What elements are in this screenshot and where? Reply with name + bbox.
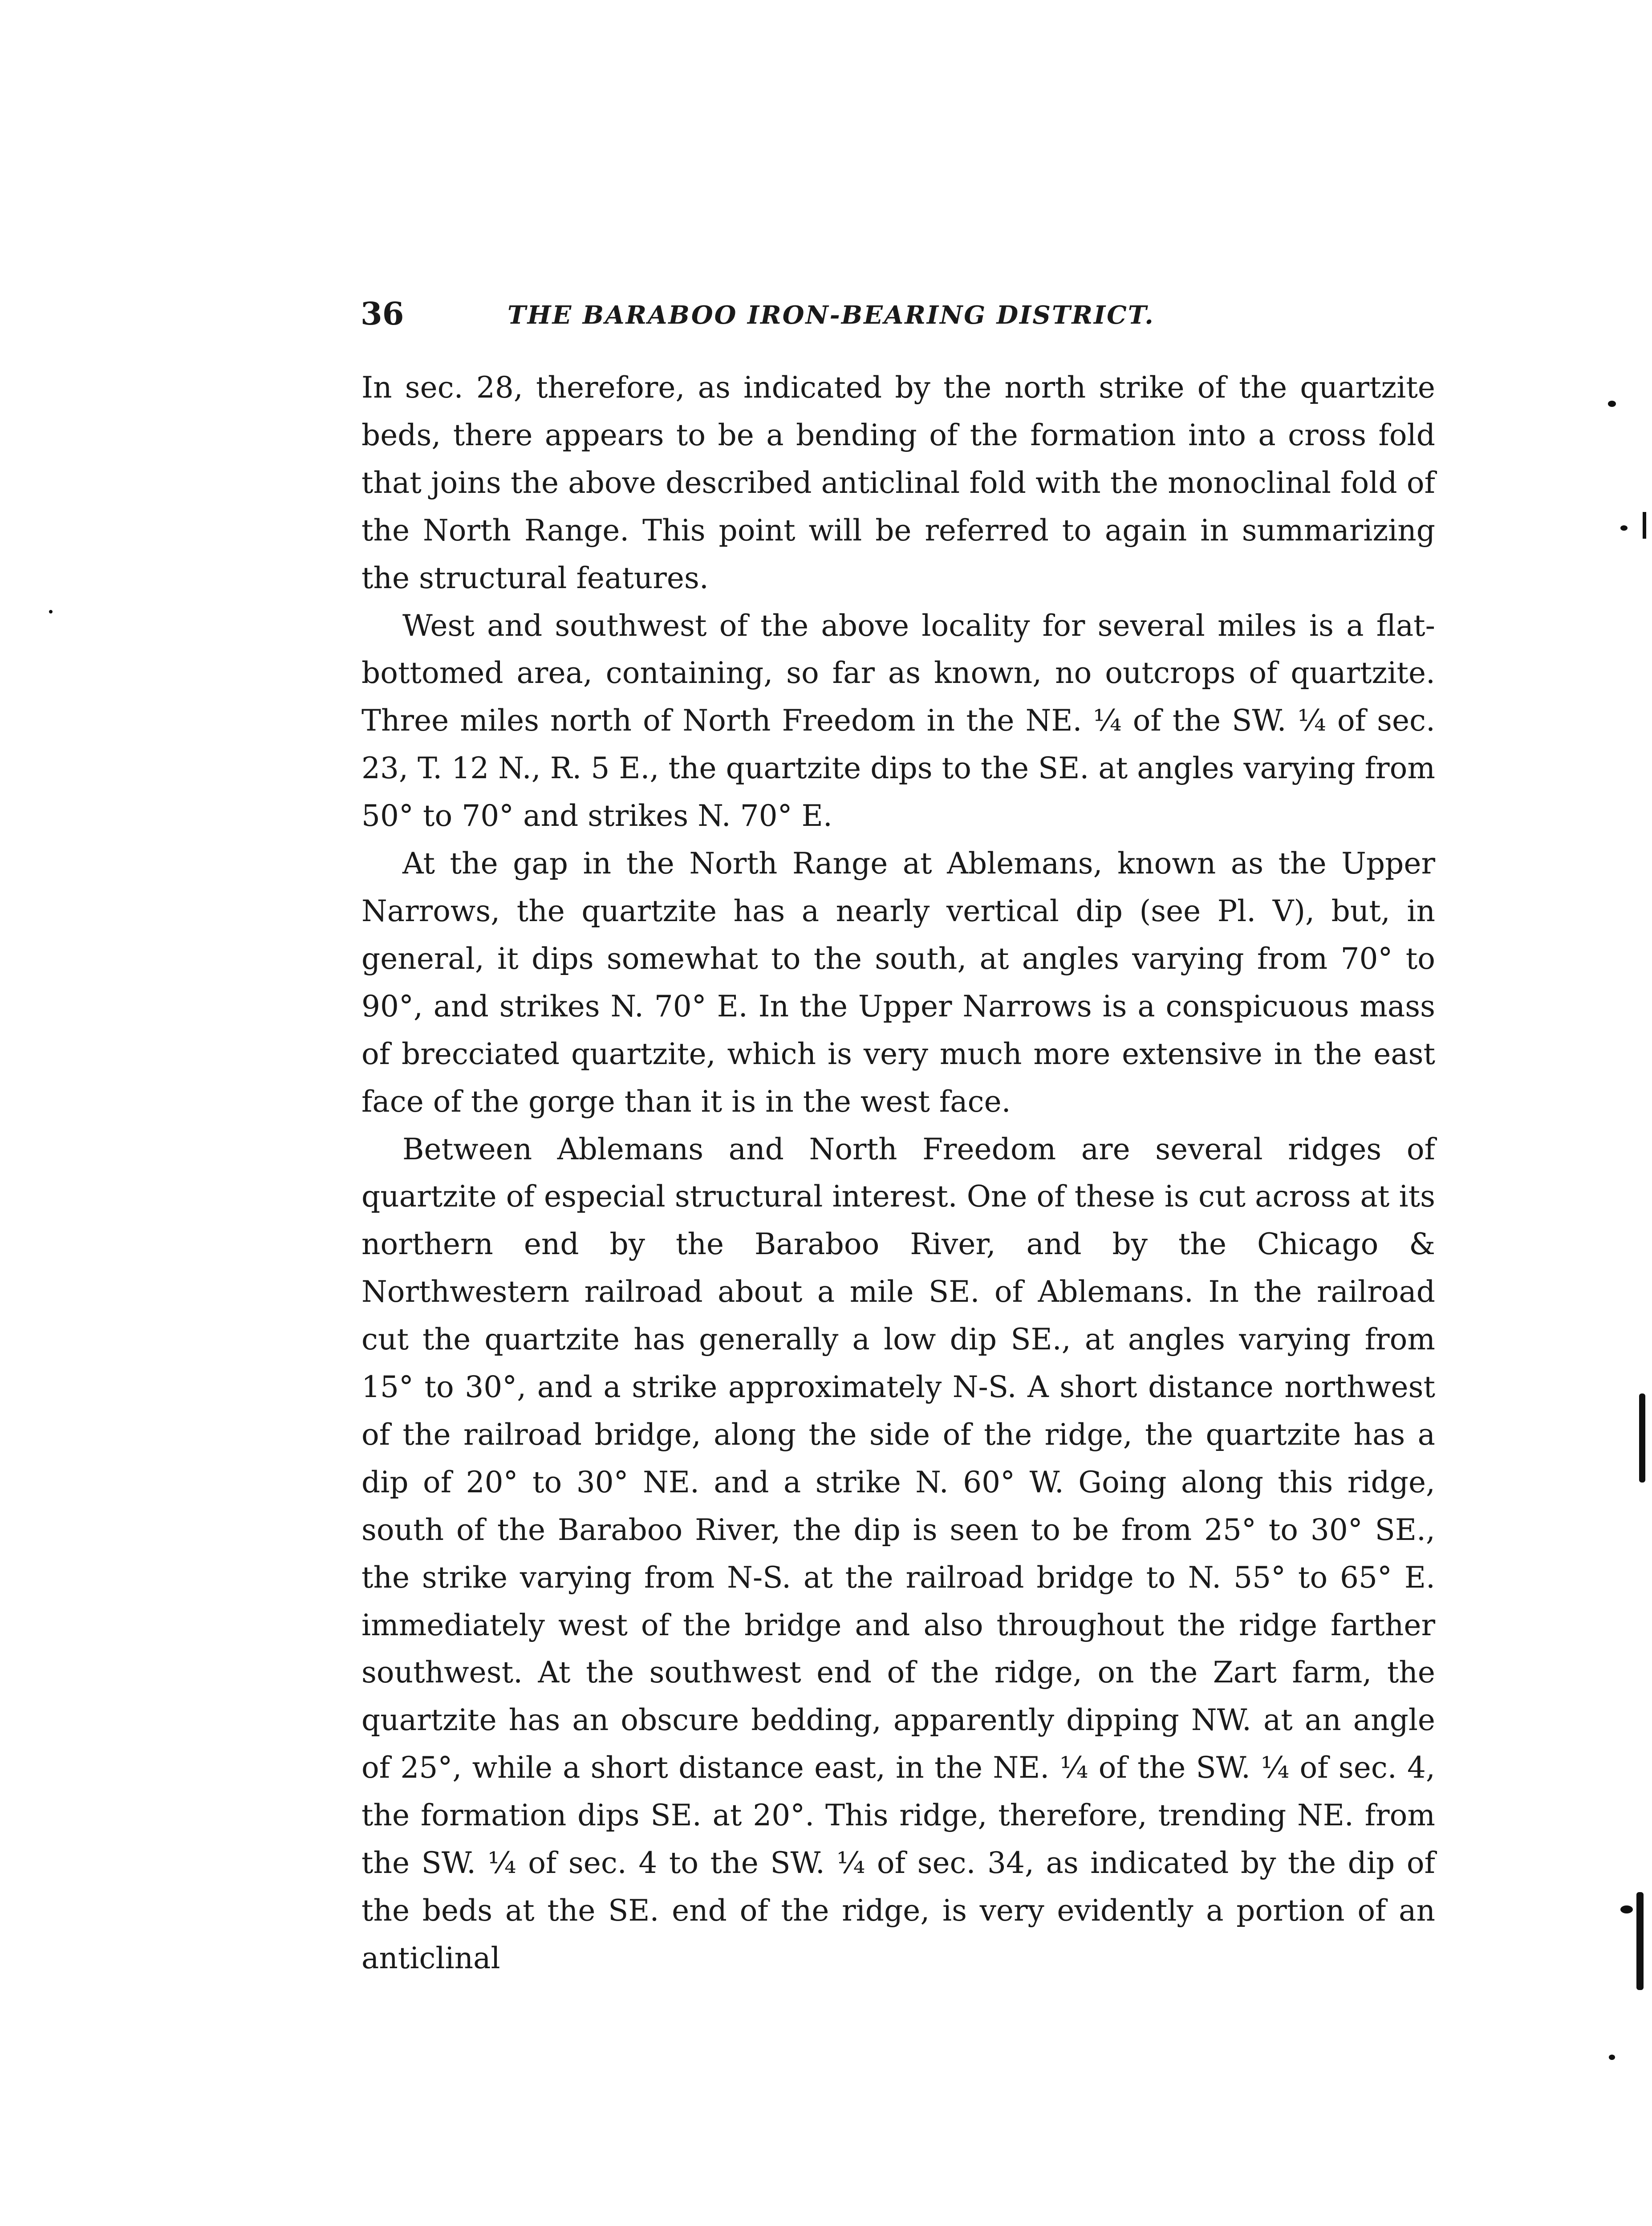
scan-speck — [1608, 401, 1616, 407]
paragraph-2: West and southwest of the above locality for several miles is a flat-bottomed area, containing, so far as known, no outcrops of quartzite. Three miles north of North Freedom in the NE. ¼ of the SW. ¼ of sec. 23, T. 12 N., R. 5 E., the quartzite dips to the SE. at angles varying from 50° to 70° and strikes N. 70° E. — [361, 608, 1435, 833]
scan-mark — [1636, 1892, 1644, 1990]
scan-speck — [1620, 525, 1628, 531]
page-number: 36 — [361, 295, 404, 332]
scan-mark — [1639, 1393, 1645, 1483]
scan-mark — [1620, 1905, 1633, 1913]
running-title: THE BARABOO IRON-BEARING DISTRICT. — [507, 301, 1155, 330]
paragraph-1: In sec. 28, therefore, as indicated by the north strike of the quartzite beds, there appears to be a bending of the formation into a cross fold that joins the above described anticlinal fold with the monoclinal fold of the North Range. This point will be referred to again in summarizing the structural features. — [361, 370, 1435, 595]
scan-speck — [1609, 2055, 1615, 2060]
scan-speck — [49, 610, 53, 613]
body-text — [361, 364, 1435, 1982]
page-header — [361, 289, 1255, 338]
scan-speck — [1643, 512, 1646, 539]
paragraph-3: At the gap in the North Range at Ablemans, known as the Upper Narrows, the quartzite has a nearly vertical dip (see Pl. V), but, in general, it dips somewhat to the south, at angles varying from 70° to 90°, and strikes N. 70° E. In the Upper Narrows is a conspicuous mass of brecciated quartzite, which is very much more extensive in the east face of the gorge than it is in the west face. — [361, 846, 1435, 1119]
paragraph-4: Between Ablemans and North Freedom are several ridges of quartzite of especial structural interest. One of these is cut across at its northern end by the Baraboo River, and by the Chicago & Northwestern railroad about a mile SE. of Ablemans. In the railroad cut the quartzite has generally a low dip SE., at angles varying from 15° to 30°, and a strike approximately N-S. A short distance northwest of the railroad bridge, along the side of the ridge, the quartzite has a dip of 20° to 30° NE. and a strike N. 60° W. Going along this ridge, south of the Baraboo River, the dip is seen to be from 25° to 30° SE., the strike varying from N-S. at the railroad bridge to N. 55° to 65° E. immediately west of the bridge and also throughout the ridge farther southwest. At the southwest end of the ridge, on the Zart farm, the quartzite has an obscure bedding, apparently dipping NW. at an angle of 25°, while a short distance east, in the NE. ¼ of the SW. ¼ of sec. 4, the formation dips SE. at 20°. This ridge, therefore, trending NE. from the SW. ¼ of sec. 4 to the SW. ¼ of sec. 34, as indicated by the dip of the beds at the SE. end of the ridge, is very evidently a portion of an anticlinal — [361, 1132, 1435, 1975]
